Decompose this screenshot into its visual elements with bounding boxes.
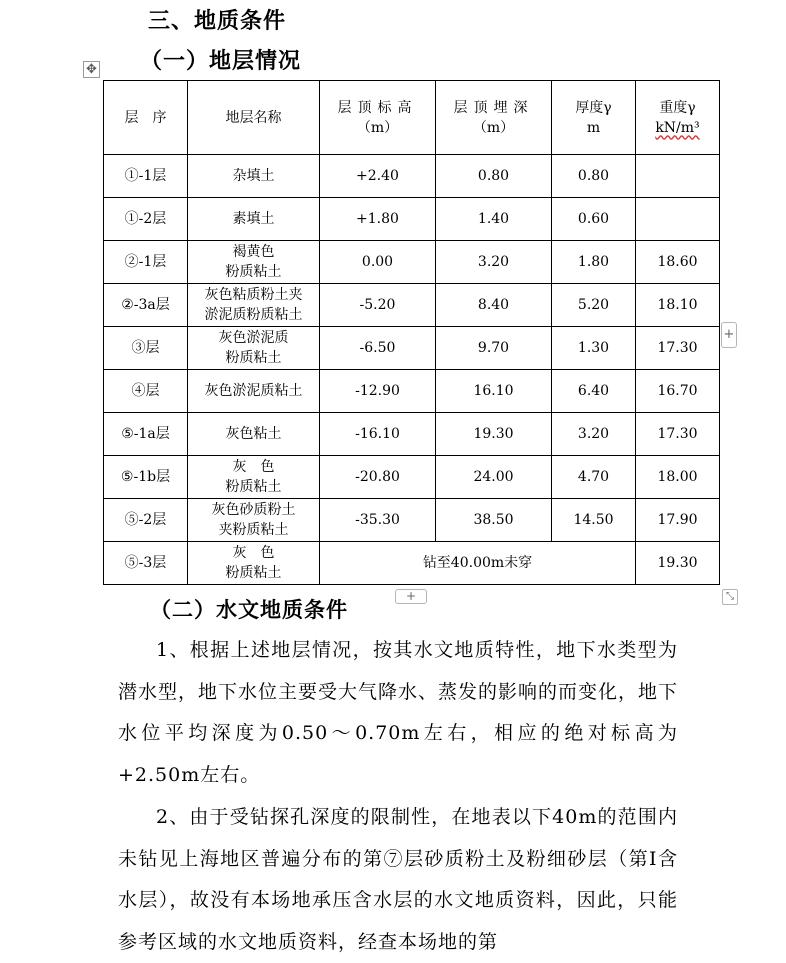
cell-name: 杂填土 [188, 155, 320, 198]
table-row [104, 241, 720, 284]
cell-top-depth: 1.40 [436, 198, 552, 241]
table-move-icon[interactable]: ✥ [83, 61, 100, 78]
cell-top-depth: 3.20 [436, 241, 552, 284]
header-top-elevation: 层顶标高 （m） [320, 81, 436, 155]
cell-unit-weight: 18.10 [636, 284, 720, 327]
cell-order: ⑤-2层 [104, 499, 188, 542]
header-unit-weight: 重度γ kN/m³ [636, 81, 720, 155]
table-row [104, 198, 720, 241]
cell-top-elevation: -16.10 [320, 413, 436, 456]
cell-top-elevation: -12.90 [320, 370, 436, 413]
subsection-title-strata: （一）地层情况 [140, 48, 302, 74]
cell-top-elevation: -6.50 [320, 327, 436, 370]
paragraph-2: 2、由于受钻探孔深度的限制性，在地表以下40m的范围内未钻见上海地区普遍分布的第⑦层砂质粉土及粉细砂层（第Ⅰ含水层），故没有本场地承压含水层的水文地质资料，因此，只能参考区域的水文地质资料，经查本场地的第 [118, 806, 678, 953]
cell-unit-weight [636, 198, 720, 241]
cell-unit-weight: 17.30 [636, 413, 720, 456]
table-resize-icon[interactable]: ⤡ [722, 589, 738, 605]
table-row [104, 370, 720, 413]
cell-name: 灰色粘质粉土夹 淤泥质粉质粘土 [188, 284, 320, 327]
cell-thickness: 0.80 [552, 155, 636, 198]
cell-merged-note: 钻至40.00m未穿 [320, 542, 636, 585]
table-row [104, 542, 720, 585]
cell-thickness: 3.20 [552, 413, 636, 456]
cell-top-elevation: -35.30 [320, 499, 436, 542]
paragraph-1: 1、根据上述地层情况，按其水文地质特性，地下水类型为潜水型，地下水位主要受大气降水、蒸发的影响的而变化，地下水位平均深度为0.50～0.70m左右，相应的绝对标高为+2.50m左右。 [118, 639, 679, 786]
cell-name: 灰色砂质粉土 夹粉质粘土 [188, 499, 320, 542]
cell-unit-weight: 17.30 [636, 327, 720, 370]
header-thickness: 厚度γ m [552, 81, 636, 155]
cell-order: ⑤-1b层 [104, 456, 188, 499]
cell-name: 灰色淤泥质 粉质粘土 [188, 327, 320, 370]
cell-unit-weight: 19.30 [636, 542, 720, 585]
cell-unit-weight: 18.60 [636, 241, 720, 284]
cell-order: ①-2层 [104, 198, 188, 241]
add-column-plus-icon[interactable]: + [721, 322, 737, 348]
cell-thickness: 1.30 [552, 327, 636, 370]
add-row-plus-icon[interactable]: + [395, 589, 427, 604]
cell-unit-weight: 16.70 [636, 370, 720, 413]
cell-name: 灰色淤泥质粘土 [188, 370, 320, 413]
cell-top-depth: 0.80 [436, 155, 552, 198]
table-header-row [104, 81, 720, 155]
section-title: 三、地质条件 [148, 8, 287, 34]
cell-name: 褐黄色 粉质粘土 [188, 241, 320, 284]
table-row [104, 284, 720, 327]
cell-name: 素填土 [188, 198, 320, 241]
cell-order: ③层 [104, 327, 188, 370]
subsection-title-hydro: （二）水文地质条件 [150, 597, 348, 622]
table-row [104, 413, 720, 456]
strata-table [103, 80, 720, 585]
cell-top-elevation: -20.80 [320, 456, 436, 499]
cell-order: ⑤-3层 [104, 542, 188, 585]
cell-top-depth: 19.30 [436, 413, 552, 456]
cell-order: ⑤-1a层 [104, 413, 188, 456]
cell-thickness: 4.70 [552, 456, 636, 499]
table-row [104, 327, 720, 370]
cell-unit-weight: 18.00 [636, 456, 720, 499]
cell-name: 灰 色 粉质粘土 [188, 542, 320, 585]
cell-thickness: 14.50 [552, 499, 636, 542]
cell-thickness: 1.80 [552, 241, 636, 284]
cell-top-elevation: 0.00 [320, 241, 436, 284]
cell-order: ①-1层 [104, 155, 188, 198]
cell-name: 灰色粘土 [188, 413, 320, 456]
cell-thickness: 0.60 [552, 198, 636, 241]
cell-order: ④层 [104, 370, 188, 413]
table-row [104, 456, 720, 499]
cell-top-depth: 16.10 [436, 370, 552, 413]
table-row [104, 499, 720, 542]
cell-unit-weight: 17.90 [636, 499, 720, 542]
cell-top-elevation: +1.80 [320, 198, 436, 241]
cell-top-depth: 8.40 [436, 284, 552, 327]
cell-order: ②-1层 [104, 241, 188, 284]
table-row [104, 155, 720, 198]
cell-top-depth: 24.00 [436, 456, 552, 499]
cell-top-elevation: -5.20 [320, 284, 436, 327]
cell-top-elevation: +2.40 [320, 155, 436, 198]
cell-unit-weight [636, 155, 720, 198]
cell-top-depth: 38.50 [436, 499, 552, 542]
cell-top-depth: 9.70 [436, 327, 552, 370]
cell-order: ②-3a层 [104, 284, 188, 327]
cell-thickness: 6.40 [552, 370, 636, 413]
cell-thickness: 5.20 [552, 284, 636, 327]
header-name: 地层名称 [188, 81, 320, 155]
header-order: 层 序 [104, 81, 188, 155]
cell-name: 灰 色 粉质粘土 [188, 456, 320, 499]
header-top-depth: 层顶埋深 （m） [436, 81, 552, 155]
